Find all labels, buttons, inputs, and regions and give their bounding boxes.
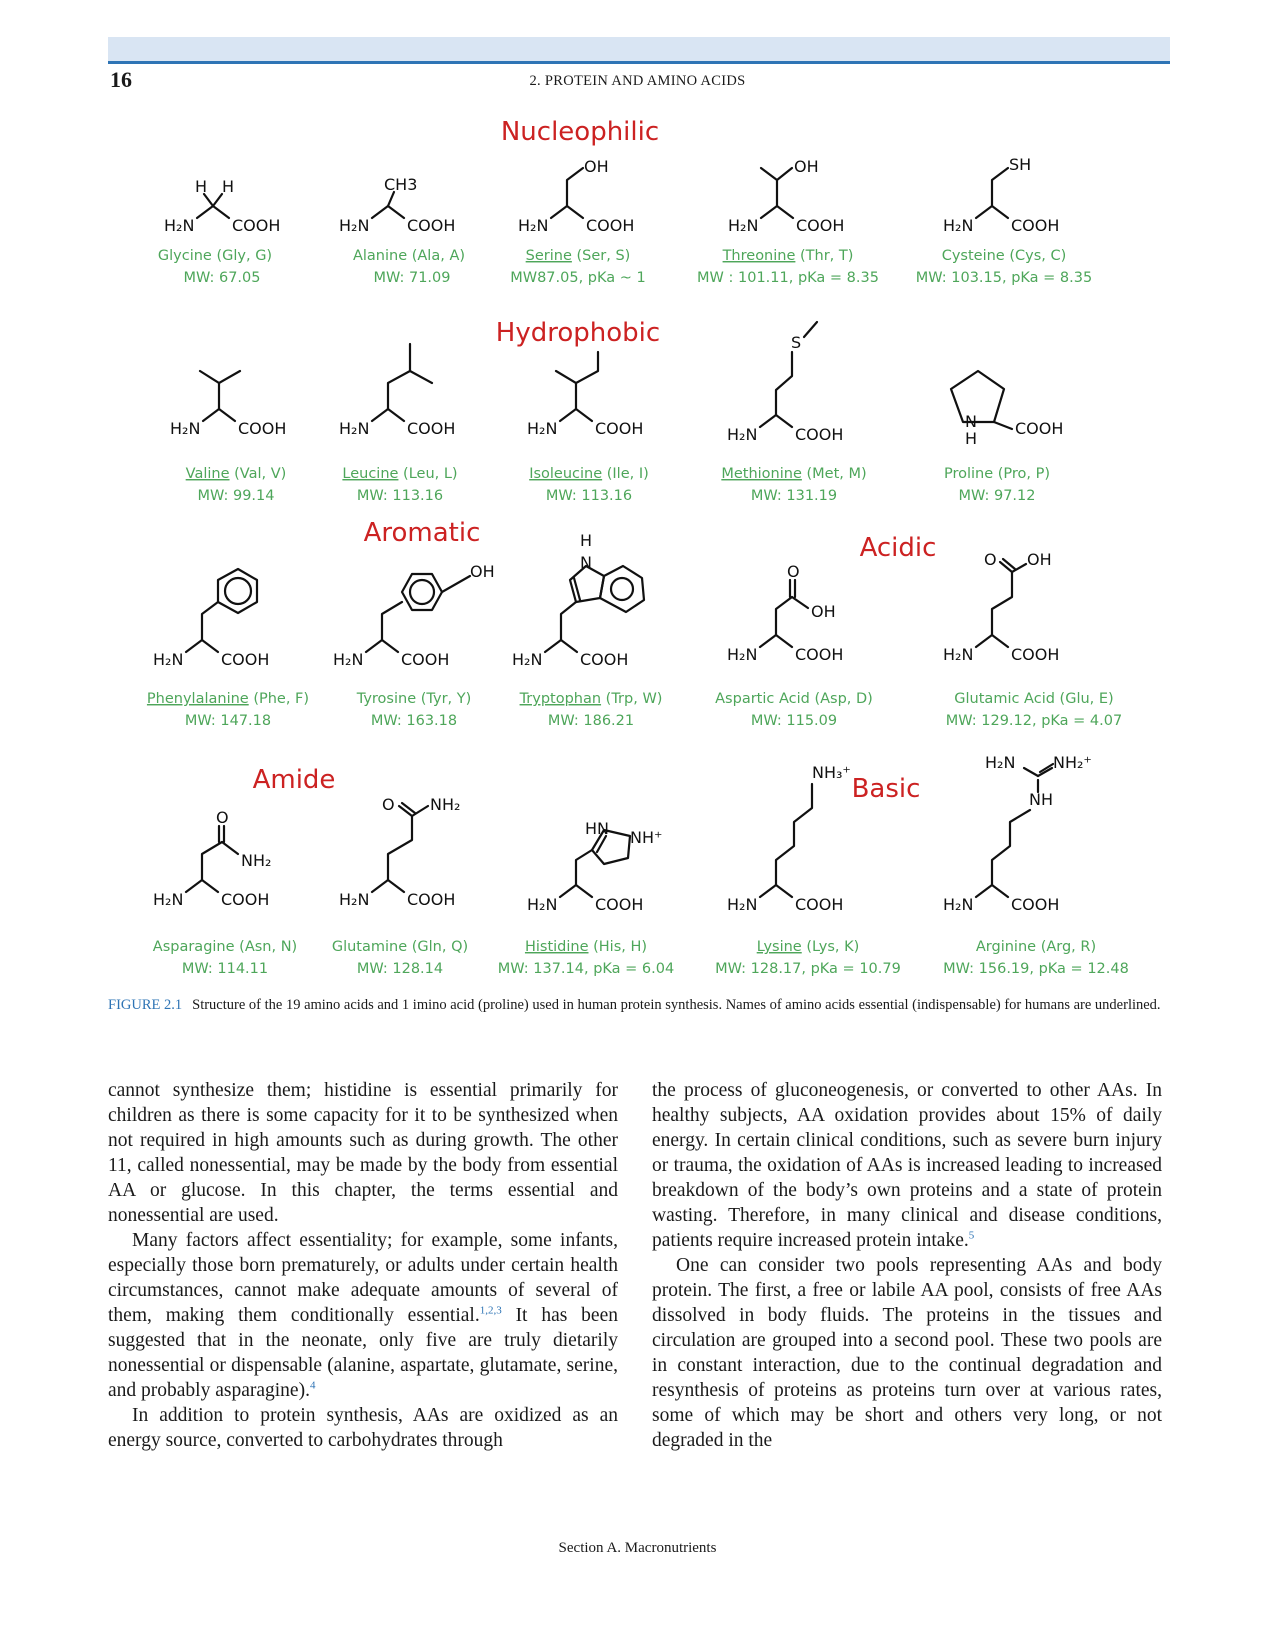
svg-text:H₂N: H₂N bbox=[728, 216, 759, 235]
mw-leucine: MW: 113.16 bbox=[356, 488, 444, 504]
citation-link[interactable]: 5 bbox=[968, 1229, 975, 1242]
valine-structure bbox=[170, 371, 286, 438]
caption-text: Structure of the 19 amino acids and 1 imino acid (proline) used in human protein synthesis. Names of amino acids essential (indispensable) for humans are underlined. bbox=[192, 997, 1161, 1013]
label-cysteine: Cysteine (Cys, C) bbox=[941, 248, 1067, 264]
mw-proline: MW: 97.12 bbox=[958, 488, 1036, 504]
mw-lysine: MW: 128.17, pKa = 10.79 bbox=[715, 961, 901, 977]
paragraph: Many factors affect essentiality; for example, some infants, especially those born prematurely, or adults under certain health circumstances, cannot make adequate amounts of several of them, making them conditionally essential.$^{1,2,3}$ It has been suggested that in the neonate, only five are truly dietarily nonessential or dispensable (alanine, aspartate, glutamate, serine, and probably asparagine).$^4$ bbox=[108, 1230, 618, 1401]
methionine-structure bbox=[727, 322, 843, 444]
page-footer: Section A. Macronutrients bbox=[558, 1540, 717, 1556]
mw-glutamine: MW: 128.14 bbox=[356, 961, 444, 977]
tyrosine-structure bbox=[333, 562, 495, 669]
citation-link[interactable]: 1,2,3 bbox=[479, 1304, 502, 1317]
svg-text:OH: OH bbox=[811, 602, 836, 621]
label-tryptophan: Tryptophan (Trp, W) bbox=[519, 691, 663, 707]
mw-threonine: MW : 101.11, pKa = 8.35 bbox=[697, 270, 879, 286]
svg-text:COOH: COOH bbox=[580, 650, 629, 669]
mw-glutamic-acid: MW: 129.12, pKa = 4.07 bbox=[945, 713, 1123, 729]
tryptophan-structure bbox=[512, 531, 644, 669]
paragraph: the process of gluconeogenesis, or converted to other AAs. In healthy subjects, AA oxidation provides about 15% of daily energy. In certain clinical conditions, such as severe burn injury or trauma, the oxidation of AAs is increased leading to increased breakdown of the body’s own proteins and a state of protein wasting. Therefore, in many clinical and disease conditions, patients require increased protein intake.$^5$ bbox=[652, 1080, 1162, 1251]
label-lysine: Lysine (Lys, K) bbox=[756, 939, 860, 955]
label-serine: Serine (Ser, S) bbox=[525, 248, 631, 264]
svg-text:OH: OH bbox=[1027, 550, 1052, 569]
figure-label: FIGURE 2.1 bbox=[108, 997, 183, 1013]
mw-glycine: MW: 67.05 bbox=[183, 270, 261, 286]
svg-text:O: O bbox=[984, 550, 997, 569]
svg-text:NH₂⁺: NH₂⁺ bbox=[1053, 753, 1092, 772]
mw-phenylalanine: MW: 147.18 bbox=[184, 713, 272, 729]
label-alanine: Alanine (Ala, A) bbox=[352, 248, 466, 264]
category-basic: Basic bbox=[851, 774, 921, 804]
mw-histidine: MW: 137.14, pKa = 6.04 bbox=[497, 961, 675, 977]
svg-text:COOH: COOH bbox=[238, 419, 287, 438]
svg-text:NH⁺: NH⁺ bbox=[630, 828, 663, 847]
svg-text:H₂N: H₂N bbox=[727, 895, 758, 914]
svg-text:COOH: COOH bbox=[795, 425, 844, 444]
label-leucine: Leucine (Leu, L) bbox=[342, 466, 458, 482]
svg-text:H: H bbox=[195, 177, 208, 196]
svg-text:COOH: COOH bbox=[795, 645, 844, 664]
svg-text:H₂N: H₂N bbox=[339, 216, 370, 235]
svg-text:H: H bbox=[965, 429, 978, 448]
label-threonine: Threonine (Thr, T) bbox=[722, 248, 854, 264]
mw-tyrosine: MW: 163.18 bbox=[370, 713, 458, 729]
category-hydrophobic: Hydrophobic bbox=[495, 318, 661, 348]
svg-text:H₂N: H₂N bbox=[985, 753, 1016, 772]
label-histidine: Histidine (His, H) bbox=[524, 939, 648, 955]
aspartic-acid-structure bbox=[727, 562, 843, 664]
svg-text:H: H bbox=[222, 177, 235, 196]
svg-text:H₂N: H₂N bbox=[153, 650, 184, 669]
svg-text:COOH: COOH bbox=[221, 650, 270, 669]
arginine-structure bbox=[943, 753, 1092, 914]
label-phenylalanine: Phenylalanine (Phe, F) bbox=[146, 691, 310, 707]
svg-text:COOH: COOH bbox=[595, 419, 644, 438]
svg-text:OH: OH bbox=[584, 157, 609, 176]
svg-text:COOH: COOH bbox=[795, 895, 844, 914]
figure-caption bbox=[108, 995, 1170, 1016]
svg-text:H₂N: H₂N bbox=[943, 645, 974, 664]
isoleucine-structure bbox=[527, 352, 643, 438]
svg-text:COOH: COOH bbox=[401, 650, 450, 669]
svg-text:H₂N: H₂N bbox=[339, 890, 370, 909]
svg-text:H₂N: H₂N bbox=[153, 890, 184, 909]
mw-arginine: MW: 156.19, pKa = 12.48 bbox=[943, 961, 1129, 977]
svg-text:COOH: COOH bbox=[407, 419, 456, 438]
label-tyrosine: Tyrosine (Tyr, Y) bbox=[356, 691, 472, 707]
label-glutamic-acid: Glutamic Acid (Glu, E) bbox=[954, 691, 1114, 707]
svg-text:H₂N: H₂N bbox=[170, 419, 201, 438]
cysteine-structure bbox=[943, 155, 1059, 235]
page-number: 16 bbox=[110, 67, 132, 92]
mw-asparagine: MW: 114.11 bbox=[181, 961, 269, 977]
svg-text:OH: OH bbox=[470, 562, 495, 581]
category-acidic: Acidic bbox=[859, 533, 937, 563]
glutamine-structure bbox=[339, 795, 460, 909]
label-arginine: Arginine (Arg, R) bbox=[975, 939, 1097, 955]
svg-text:H₂N: H₂N bbox=[527, 895, 558, 914]
mw-methionine: MW: 131.19 bbox=[750, 488, 838, 504]
mw-aspartic-acid: MW: 115.09 bbox=[750, 713, 838, 729]
label-glycine: Glycine (Gly, G) bbox=[157, 248, 273, 264]
mw-tryptophan: MW: 186.21 bbox=[547, 713, 635, 729]
svg-text:SH: SH bbox=[1009, 155, 1032, 174]
paragraph: In addition to protein synthesis, AAs are oxidized as an energy source, converted to carbohydrates through bbox=[108, 1405, 618, 1451]
svg-text:N: N bbox=[965, 412, 977, 431]
paragraph: One can consider two pools representing AAs and body protein. The first, a free or labile AA pool, consists of free AAs dissolved in body fluids. The proteins in the tissues and circulation are grouped into a second pool. These two pools are in constant interaction, due to the continual degradation and resynthesis of proteins as proteins turn over at various rates, some of which may be short and others very long, or not degraded in the bbox=[652, 1255, 1162, 1451]
svg-text:H₂N: H₂N bbox=[518, 216, 549, 235]
svg-text:NH: NH bbox=[1029, 790, 1053, 809]
svg-text:HN: HN bbox=[585, 819, 609, 838]
histidine-structure bbox=[527, 819, 662, 914]
svg-text:S: S bbox=[791, 333, 802, 352]
svg-text:H₂N: H₂N bbox=[339, 419, 370, 438]
svg-text:H: H bbox=[580, 531, 593, 550]
mw-valine: MW: 99.14 bbox=[197, 488, 275, 504]
svg-text:N: N bbox=[580, 553, 592, 572]
svg-text:COOH: COOH bbox=[1011, 216, 1060, 235]
label-methionine: Methionine (Met, M) bbox=[721, 466, 867, 482]
asparagine-structure bbox=[153, 808, 271, 909]
glutamic-acid-structure bbox=[943, 550, 1059, 664]
svg-text:H₂N: H₂N bbox=[512, 650, 543, 669]
glycine-structure bbox=[164, 177, 280, 235]
svg-text:COOH: COOH bbox=[1011, 895, 1060, 914]
mw-isoleucine: MW: 113.16 bbox=[545, 488, 633, 504]
svg-text:H₂N: H₂N bbox=[727, 425, 758, 444]
label-proline: Proline (Pro, P) bbox=[943, 466, 1051, 482]
svg-text:COOH: COOH bbox=[1011, 645, 1060, 664]
label-isoleucine: Isoleucine (Ile, I) bbox=[529, 466, 649, 482]
label-aspartic-acid: Aspartic Acid (Asp, D) bbox=[715, 691, 873, 707]
svg-text:NH₂: NH₂ bbox=[430, 795, 461, 814]
svg-text:O: O bbox=[787, 562, 800, 581]
svg-text:COOH: COOH bbox=[221, 890, 270, 909]
running-head: 2. PROTEIN AND AMINO ACIDS bbox=[529, 73, 746, 89]
threonine-structure bbox=[728, 157, 844, 235]
lysine-structure bbox=[727, 763, 851, 914]
svg-text:COOH: COOH bbox=[595, 895, 644, 914]
svg-text:COOH: COOH bbox=[1015, 419, 1064, 438]
serine-structure bbox=[518, 157, 634, 235]
svg-text:H₂N: H₂N bbox=[727, 645, 758, 664]
label-valine: Valine (Val, V) bbox=[185, 466, 287, 482]
svg-text:COOH: COOH bbox=[586, 216, 635, 235]
body-column-right bbox=[652, 1078, 1162, 1453]
category-nucleophilic: Nucleophilic bbox=[500, 117, 660, 147]
svg-text:NH₃⁺: NH₃⁺ bbox=[812, 763, 851, 782]
leucine-structure bbox=[339, 344, 455, 438]
svg-text:H₂N: H₂N bbox=[164, 216, 195, 235]
phenylalanine-structure bbox=[153, 569, 269, 669]
svg-text:OH: OH bbox=[794, 157, 819, 176]
svg-text:O: O bbox=[382, 795, 395, 814]
svg-text:COOH: COOH bbox=[232, 216, 281, 235]
svg-text:H₂N: H₂N bbox=[943, 895, 974, 914]
svg-text:COOH: COOH bbox=[407, 890, 456, 909]
mw-alanine: MW: 71.09 bbox=[373, 270, 451, 286]
svg-text:H₂N: H₂N bbox=[527, 419, 558, 438]
paragraph: cannot synthesize them; histidine is essential primarily for children as there is some capacity for it to be synthesized when not required in high amounts such as during growth. The other 11, called nonessential, may be made by the body from essential AA or glucose. In this chapter, the terms essential and nonessential are used. bbox=[108, 1080, 618, 1226]
svg-text:COOH: COOH bbox=[407, 216, 456, 235]
citation-link[interactable]: 4 bbox=[309, 1379, 316, 1392]
svg-text:O: O bbox=[216, 808, 229, 827]
alanine-structure bbox=[339, 175, 455, 235]
svg-text:CH3: CH3 bbox=[384, 175, 418, 194]
svg-text:H₂N: H₂N bbox=[943, 216, 974, 235]
svg-text:H₂N: H₂N bbox=[333, 650, 364, 669]
label-glutamine: Glutamine (Gln, Q) bbox=[331, 939, 469, 955]
svg-text:COOH: COOH bbox=[796, 216, 845, 235]
label-asparagine: Asparagine (Asn, N) bbox=[152, 939, 298, 955]
category-aromatic: Aromatic bbox=[363, 518, 481, 548]
mw-serine: MW87.05, pKa ~ 1 bbox=[510, 270, 646, 286]
mw-cysteine: MW: 103.15, pKa = 8.35 bbox=[915, 270, 1093, 286]
svg-text:NH₂: NH₂ bbox=[241, 851, 272, 870]
body-column-left bbox=[108, 1078, 618, 1453]
proline-structure bbox=[951, 371, 1063, 448]
category-amide: Amide bbox=[252, 765, 336, 795]
